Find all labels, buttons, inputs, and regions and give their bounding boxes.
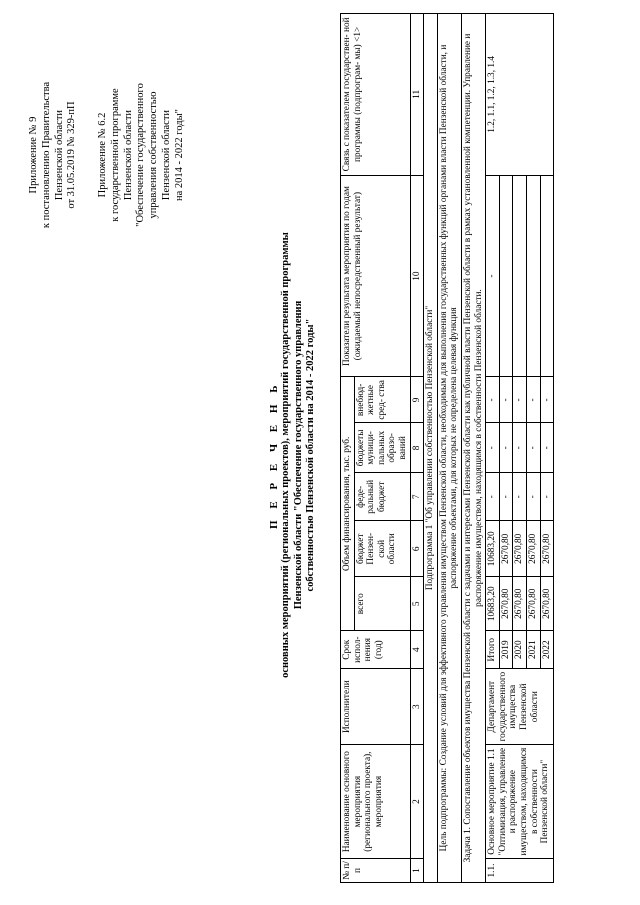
activities-table bbox=[340, 13, 554, 883]
row-total: 2670,80 bbox=[540, 577, 554, 631]
row-indicator bbox=[499, 175, 513, 377]
row-executor: Департамент государственного имущества Пензенской области bbox=[486, 669, 554, 745]
row-indicator: - bbox=[486, 175, 500, 377]
column-number: 3 bbox=[410, 669, 424, 745]
row-regional: 10683,20 bbox=[486, 521, 500, 577]
column-number: 9 bbox=[410, 377, 424, 423]
column-number: 7 bbox=[410, 473, 424, 521]
row-federal: - bbox=[486, 473, 500, 521]
row-federal: - bbox=[513, 473, 527, 521]
row-total: 2670,80 bbox=[499, 577, 513, 631]
header-executors: Исполнители bbox=[341, 669, 411, 745]
subprogram-title: Подпрограмма 1 "Об управлении собственностью Пензенской области" bbox=[424, 14, 438, 883]
header-municipal: бюджеты муници- пальных образо- ваний bbox=[354, 423, 410, 473]
approval-line: на 2014 - 2022 годы" bbox=[173, 109, 185, 201]
row-municipal: - bbox=[526, 423, 540, 473]
subprogram-task: Задача 1. Сопоставление объектов имущества Пензенской области с задачами и интересами Пензенской области как публичной власти Пензенской области в рамках установленной компетенции. Управление и распоряжение имуществом, находящимся в собственности Пензенской области. bbox=[461, 14, 485, 883]
goal-row bbox=[437, 14, 461, 883]
row-term: 2021 bbox=[526, 631, 540, 669]
document-title bbox=[268, 135, 318, 775]
row-extra: - bbox=[499, 377, 513, 423]
column-number: 6 bbox=[410, 521, 424, 577]
title-line: основных мероприятий (региональных проектов), мероприятий государственной программы bbox=[280, 232, 291, 678]
row-indicator bbox=[540, 175, 554, 377]
task-row bbox=[461, 14, 485, 883]
column-number: 11 bbox=[410, 14, 424, 176]
header-name: Наименование основного мероприятия (регионального проекта), мероприятия bbox=[341, 745, 411, 859]
row-extra: - bbox=[486, 377, 500, 423]
row-activity-name: Основное мероприятие 1.1 "Оптимизация, управление и распоряжение имуществом, находящимся в собственности Пензенской области" bbox=[486, 745, 554, 859]
subprogram-goal: Цель подпрограммы: Создание условий для эффективного управления имуществом Пензенской области, необходимым для выполнения государственных функций органами власти Пензенской области, и распоряжение объектами, для которых не определена целевая функция bbox=[437, 14, 461, 883]
row-federal: - bbox=[499, 473, 513, 521]
approval-line: Пензенской области bbox=[53, 109, 65, 201]
approval-line: Приложение № 9 bbox=[28, 116, 39, 194]
row-term: 2022 bbox=[540, 631, 554, 669]
row-regional: 2670,80 bbox=[540, 521, 554, 577]
header-funding: Объем финансирования, тыс. руб. bbox=[341, 377, 355, 631]
column-number: 1 bbox=[410, 859, 424, 883]
header-num: № п/п bbox=[341, 859, 411, 883]
row-term: 2020 bbox=[513, 631, 527, 669]
approval-line: от 31.05.2019 № 329-пП bbox=[66, 101, 78, 209]
header-row bbox=[341, 14, 355, 883]
row-regional: 2670,80 bbox=[499, 521, 513, 577]
subprogram-row bbox=[424, 14, 438, 883]
title-heading: П Е Р Е Ч Е Н Ь bbox=[268, 381, 280, 529]
approval-line: "Обеспечение государственного bbox=[135, 83, 147, 227]
header-term: Срок испол- нения (год) bbox=[341, 631, 411, 669]
approval-line: Пензенской области bbox=[160, 109, 172, 201]
column-number: 10 bbox=[410, 175, 424, 377]
row-municipal: - bbox=[513, 423, 527, 473]
row-extra: - bbox=[526, 377, 540, 423]
row-indicator bbox=[526, 175, 540, 377]
approval-line: Пензенской области bbox=[122, 109, 134, 201]
row-extra: - bbox=[513, 377, 527, 423]
row-municipal: - bbox=[486, 423, 500, 473]
row-link: 1.2, 1.1, 1.2, 1.3, 1.4 bbox=[486, 14, 554, 176]
row-total: 10683,20 bbox=[486, 577, 500, 631]
header-indicators: Показатели результата мероприятия по годам (ожидаемый непосредственный результат) bbox=[341, 175, 411, 377]
column-numbers-row bbox=[410, 14, 424, 883]
column-number: 5 bbox=[410, 577, 424, 631]
approval-line: Приложение № 6.2 bbox=[97, 112, 108, 198]
table-row bbox=[486, 14, 500, 883]
approval-block-resolution bbox=[28, 45, 79, 265]
approval-line: к постановлению Правительства bbox=[40, 81, 52, 229]
approval-line: к государственной программе bbox=[109, 88, 121, 222]
row-term: 2019 bbox=[499, 631, 513, 669]
row-municipal: - bbox=[540, 423, 554, 473]
column-number: 8 bbox=[410, 423, 424, 473]
column-number: 2 bbox=[410, 745, 424, 859]
row-total: 2670,80 bbox=[513, 577, 527, 631]
row-regional: 2670,80 bbox=[513, 521, 527, 577]
header-total: всего bbox=[354, 577, 410, 631]
row-regional: 2670,80 bbox=[526, 521, 540, 577]
header-extra: внебюд- жетные сред- ства bbox=[354, 377, 410, 423]
row-indicator bbox=[513, 175, 527, 377]
row-num: 1.1. bbox=[486, 859, 554, 883]
row-extra: - bbox=[540, 377, 554, 423]
approval-line: управления собственностью bbox=[148, 91, 160, 219]
header-regional: бюджет Пензен- ской области bbox=[354, 521, 410, 577]
approval-block-program bbox=[97, 45, 187, 265]
title-line: собственностью Пензенской области на 2014 - 2022 годы" bbox=[305, 318, 316, 592]
row-total: 2670,80 bbox=[526, 577, 540, 631]
row-term: Итого bbox=[486, 631, 500, 669]
row-municipal: - bbox=[499, 423, 513, 473]
row-federal: - bbox=[540, 473, 554, 521]
header-link: Связь с показателем государствен- ной программы (подпрограм- мы) <1> bbox=[341, 14, 411, 176]
column-number: 4 bbox=[410, 631, 424, 669]
header-federal: феде- ральный бюджет bbox=[354, 473, 410, 521]
title-line: Пензенской области "Обеспечение государственного управления bbox=[292, 300, 304, 610]
row-federal: - bbox=[526, 473, 540, 521]
